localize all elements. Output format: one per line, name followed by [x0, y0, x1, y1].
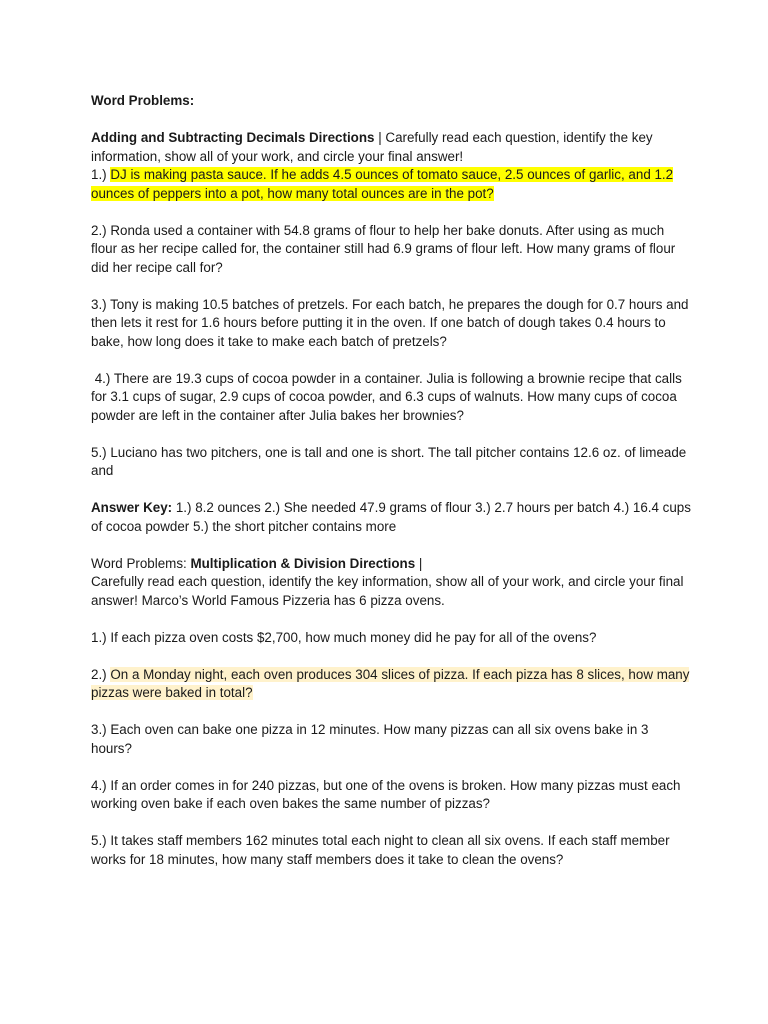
worksheet-page	[91, 92, 691, 869]
section1-directions-text: Carefully read each question, identify the key information, show all of your work, and circle your final answer!	[91, 130, 653, 164]
spacer	[91, 536, 691, 555]
section2-prefix: Word Problems:	[91, 555, 191, 571]
spacer	[91, 814, 691, 833]
section1-directions	[91, 129, 691, 166]
highlighted-question-text: DJ is making pasta sauce. If he adds 4.5 ounces of tomato sauce, 2.5 ounces of garlic, and 1.2 ounces of peppers into a pot, how many total ounces are in the pot?	[91, 167, 674, 201]
section2-directions: Carefully read each question, identify the key information, show all of your work, and circle your final answer! Marco’s World Famous Pizzeria has 6 pizza ovens.	[91, 574, 684, 608]
section2-separator: |	[415, 555, 423, 571]
section1-question-4: 4.) There are 19.3 cups of cocoa powder in a container. Julia is following a brownie recipe that calls for 3.1 cups of sugar, 2.9 cups of cocoa powder, and 6.3 cups of walnuts. How many cups of cocoa powder are left in the container after Julia bakes her brownies?	[91, 370, 686, 423]
section1-question-5: 5.) Luciano has two pitchers, one is tall and one is short. The tall pitcher contains 12.6 oz. of limeade and	[91, 444, 687, 478]
section2-question-1: 1.) If each pizza oven costs $2,700, how much money did he pay for all of the ovens?	[91, 629, 597, 645]
section1-question-1	[91, 166, 691, 203]
question-number: 2.)	[91, 666, 111, 682]
section1-heading: Adding and Subtracting Decimals Directions	[91, 130, 375, 145]
answer-key	[91, 499, 691, 536]
spacer	[91, 425, 691, 444]
spacer	[91, 351, 691, 370]
section1-question-3: 3.) Tony is making 10.5 batches of pretzels. For each batch, he prepares the dough for 0.7 hours and then lets it rest for 1.6 hours before putting it in the oven. If one batch of dough takes 0.4 hours to bake, how long does it take to make each batch of pretzels?	[91, 296, 689, 349]
spacer	[91, 277, 691, 296]
section2-question-2	[91, 666, 691, 703]
section2-title	[91, 555, 691, 574]
spacer	[91, 481, 691, 500]
section2-heading: Multiplication & Division Directions	[190, 555, 416, 571]
section2-question-3: 3.) Each oven can bake one pizza in 12 minutes. How many pizzas can all six ovens bake in 3 hours?	[91, 722, 649, 756]
answer-key-text: 1.) 8.2 ounces 2.) She needed 47.9 grams of flour 3.) 2.7 hours per batch 4.) 16.4 cups of cocoa powder 5.) the short pitcher contains more	[91, 500, 691, 534]
spacer	[91, 647, 691, 666]
spacer	[91, 703, 691, 722]
section2-question-4: 4.) If an order comes in for 240 pizzas, but one of the ovens is broken. How many pizzas must each working oven bake if each oven bakes the same number of pizzas?	[91, 777, 681, 811]
section2-question-5: 5.) It takes staff members 162 minutes total each night to clean all six ovens. If each staff member works for 18 minutes, how many staff members does it take to clean the ovens?	[91, 833, 670, 867]
spacer	[91, 203, 691, 222]
section1-question-2: 2.) Ronda used a container with 54.8 grams of flour to help her bake donuts. After using as much flour as her recipe called for, the container still had 6.9 grams of flour left. How many grams of flour did her recipe call for?	[91, 222, 676, 275]
spacer	[91, 111, 691, 130]
question-number: 1.)	[91, 167, 111, 182]
answer-key-label: Answer Key:	[91, 500, 173, 515]
spacer	[91, 610, 691, 629]
spacer	[91, 758, 691, 777]
worksheet-title: Word Problems:	[91, 93, 195, 108]
highlighted-question-text: On a Monday night, each oven produces 304 slices of pizza. If each pizza has 8 slices, how many pizzas were baked in total?	[91, 666, 690, 700]
section1-separator: |	[374, 130, 386, 145]
